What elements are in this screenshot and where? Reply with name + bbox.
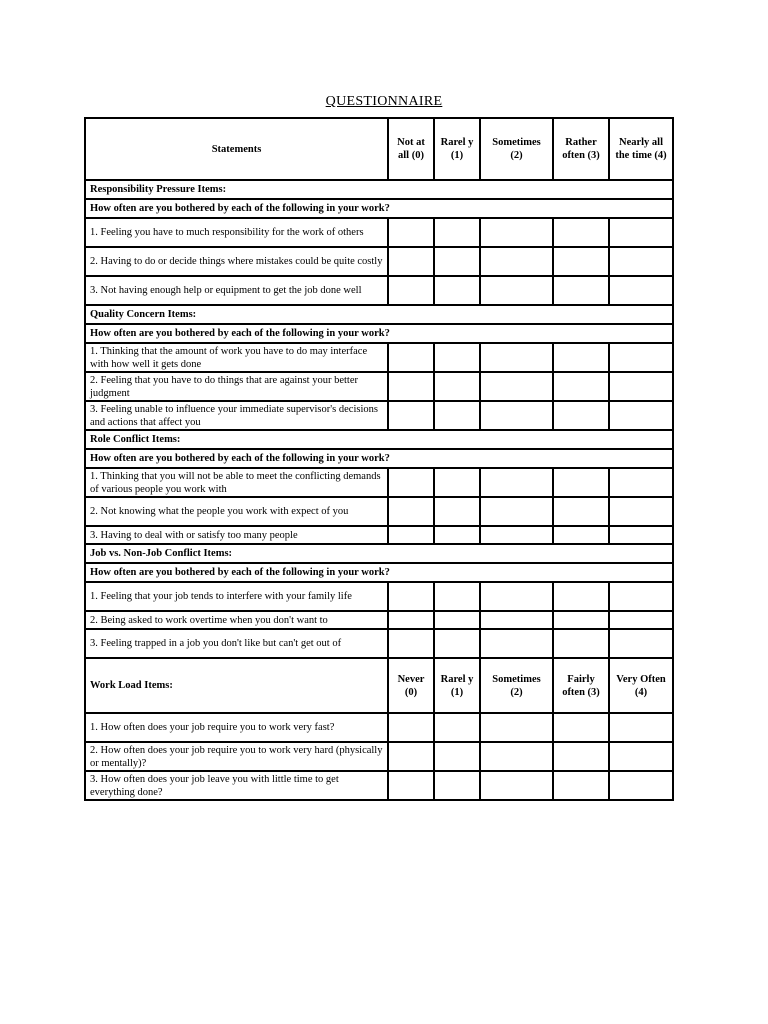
table-row: [85, 742, 673, 771]
workload-header-row: [85, 658, 673, 713]
statement-cell: 3. Feeling trapped in a job you don't like but can't get out of: [85, 629, 388, 658]
response-cell[interactable]: [553, 247, 609, 276]
statement-cell: 2. Not knowing what the people you work with expect of you: [85, 497, 388, 526]
response-cell[interactable]: [480, 742, 553, 771]
response-cell[interactable]: [434, 771, 480, 800]
section-question-row: [85, 199, 673, 218]
statement-cell: 1. Thinking that you will not be able to meet the conflicting demands of various people you work with: [85, 468, 388, 497]
response-cell[interactable]: [609, 611, 673, 629]
response-cell[interactable]: [388, 526, 434, 544]
table-row: [85, 629, 673, 658]
response-cell[interactable]: [388, 372, 434, 401]
response-cell[interactable]: [609, 247, 673, 276]
statement-cell: 1. Thinking that the amount of work you have to do may interface with how well it gets done: [85, 343, 388, 372]
statement-cell: 1. Feeling that your job tends to interfere with your family life: [85, 582, 388, 611]
response-cell[interactable]: [434, 218, 480, 247]
col-header-very-often: Very Often (4): [609, 658, 673, 713]
statement-cell: 3. Having to deal with or satisfy too many people: [85, 526, 388, 544]
response-cell[interactable]: [388, 276, 434, 305]
table-row: [85, 276, 673, 305]
response-cell[interactable]: [553, 343, 609, 372]
response-cell[interactable]: [434, 611, 480, 629]
response-cell[interactable]: [388, 582, 434, 611]
statement-cell: 2. How often does your job require you to work very hard (physically or mentally)?: [85, 742, 388, 771]
response-cell[interactable]: [609, 276, 673, 305]
response-cell[interactable]: [388, 497, 434, 526]
section-question-row: [85, 324, 673, 343]
response-cell[interactable]: [609, 218, 673, 247]
response-cell[interactable]: [553, 218, 609, 247]
response-cell[interactable]: [553, 582, 609, 611]
response-cell[interactable]: [388, 247, 434, 276]
col-header-not-at-all: Not at all (0): [388, 118, 434, 180]
section-question: How often are you bothered by each of the following in your work?: [85, 324, 673, 343]
response-cell[interactable]: [434, 497, 480, 526]
col-header-never: Never (0): [388, 658, 434, 713]
response-cell[interactable]: [609, 771, 673, 800]
table-row: [85, 468, 673, 497]
col-header-fairly-often: Fairly often (3): [553, 658, 609, 713]
col-header-rarely: Rarel y (1): [434, 118, 480, 180]
table-row: [85, 218, 673, 247]
statement-cell: 3. How often does your job leave you with little time to get everything done?: [85, 771, 388, 800]
response-cell[interactable]: [388, 218, 434, 247]
response-cell[interactable]: [434, 629, 480, 658]
response-cell[interactable]: [480, 611, 553, 629]
table-row: [85, 247, 673, 276]
response-cell[interactable]: [480, 771, 553, 800]
response-cell[interactable]: [609, 401, 673, 430]
section-title-row: [85, 180, 673, 199]
response-cell[interactable]: [388, 468, 434, 497]
response-cell[interactable]: [388, 713, 434, 742]
section-title: Quality Concern Items:: [85, 305, 673, 324]
table-row: [85, 372, 673, 401]
section-title: Job vs. Non-Job Conflict Items:: [85, 544, 673, 563]
response-cell[interactable]: [434, 372, 480, 401]
response-cell[interactable]: [480, 276, 553, 305]
section-question: How often are you bothered by each of the following in your work?: [85, 449, 673, 468]
response-cell[interactable]: [388, 343, 434, 372]
response-cell[interactable]: [553, 526, 609, 544]
section-question-row: [85, 563, 673, 582]
response-cell[interactable]: [553, 629, 609, 658]
table-row: [85, 713, 673, 742]
response-cell[interactable]: [480, 372, 553, 401]
response-cell[interactable]: [609, 468, 673, 497]
response-cell[interactable]: [434, 582, 480, 611]
statement-cell: 3. Feeling unable to influence your immediate supervisor's decisions and actions that affect you: [85, 401, 388, 430]
response-cell[interactable]: [553, 611, 609, 629]
section-question: How often are you bothered by each of the following in your work?: [85, 563, 673, 582]
response-cell[interactable]: [434, 343, 480, 372]
response-cell[interactable]: [434, 468, 480, 497]
response-cell[interactable]: [388, 742, 434, 771]
col-header-rather-often: Rather often (3): [553, 118, 609, 180]
response-cell[interactable]: [434, 713, 480, 742]
response-cell[interactable]: [480, 713, 553, 742]
section-title-row: [85, 544, 673, 563]
statement-cell: 2. Being asked to work overtime when you don't want to: [85, 611, 388, 629]
col-header-sometimes: Sometimes (2): [480, 658, 553, 713]
section-title: Responsibility Pressure Items:: [85, 180, 673, 199]
response-cell[interactable]: [480, 247, 553, 276]
response-cell[interactable]: [480, 497, 553, 526]
statement-cell: 3. Not having enough help or equipment to get the job done well: [85, 276, 388, 305]
response-cell[interactable]: [609, 497, 673, 526]
response-cell[interactable]: [553, 713, 609, 742]
response-cell[interactable]: [480, 582, 553, 611]
response-cell[interactable]: [553, 372, 609, 401]
response-cell[interactable]: [434, 742, 480, 771]
table-row: [85, 526, 673, 544]
response-cell[interactable]: [434, 276, 480, 305]
response-cell[interactable]: [388, 771, 434, 800]
response-cell[interactable]: [609, 742, 673, 771]
col-header-nearly-all-the-time: Nearly all the time (4): [609, 118, 673, 180]
response-cell[interactable]: [480, 526, 553, 544]
response-cell[interactable]: [553, 401, 609, 430]
page-title: QUESTIONNAIRE: [325, 94, 443, 109]
table-row: [85, 497, 673, 526]
response-cell[interactable]: [553, 276, 609, 305]
response-cell[interactable]: [553, 771, 609, 800]
statements-header: Statements: [85, 118, 388, 180]
response-cell[interactable]: [609, 629, 673, 658]
response-cell[interactable]: [480, 343, 553, 372]
response-cell[interactable]: [480, 401, 553, 430]
section-title: Role Conflict Items:: [85, 430, 673, 449]
response-cell[interactable]: [609, 526, 673, 544]
questionnaire-table: [84, 117, 674, 801]
response-cell[interactable]: [480, 468, 553, 497]
section-question: How often are you bothered by each of the following in your work?: [85, 199, 673, 218]
response-cell[interactable]: [388, 401, 434, 430]
statement-cell: 1. Feeling you have to much responsibility for the work of others: [85, 218, 388, 247]
response-cell[interactable]: [388, 629, 434, 658]
response-cell[interactable]: [388, 611, 434, 629]
response-cell[interactable]: [553, 742, 609, 771]
table-row: [85, 611, 673, 629]
table-row: [85, 582, 673, 611]
response-cell[interactable]: [609, 372, 673, 401]
response-cell[interactable]: [434, 526, 480, 544]
col-header-sometimes: Sometimes (2): [480, 118, 553, 180]
response-cell[interactable]: [480, 629, 553, 658]
table-row: [85, 771, 673, 800]
response-cell[interactable]: [434, 247, 480, 276]
table-row: [85, 343, 673, 372]
section-question-row: [85, 449, 673, 468]
response-cell[interactable]: [553, 497, 609, 526]
section-title-row: [85, 430, 673, 449]
statement-cell: 1. How often does your job require you to work very fast?: [85, 713, 388, 742]
section-title-row: [85, 305, 673, 324]
workload-title: Work Load Items:: [85, 658, 388, 713]
response-cell[interactable]: [609, 343, 673, 372]
statement-cell: 2. Feeling that you have to do things that are against your better judgment: [85, 372, 388, 401]
col-header-rarely: Rarel y (1): [434, 658, 480, 713]
response-cell[interactable]: [609, 582, 673, 611]
response-cell[interactable]: [609, 713, 673, 742]
statement-cell: 2. Having to do or decide things where mistakes could be quite costly: [85, 247, 388, 276]
response-cell[interactable]: [434, 401, 480, 430]
header-row: [85, 118, 673, 180]
table-row: [85, 401, 673, 430]
response-cell[interactable]: [480, 218, 553, 247]
response-cell[interactable]: [553, 468, 609, 497]
